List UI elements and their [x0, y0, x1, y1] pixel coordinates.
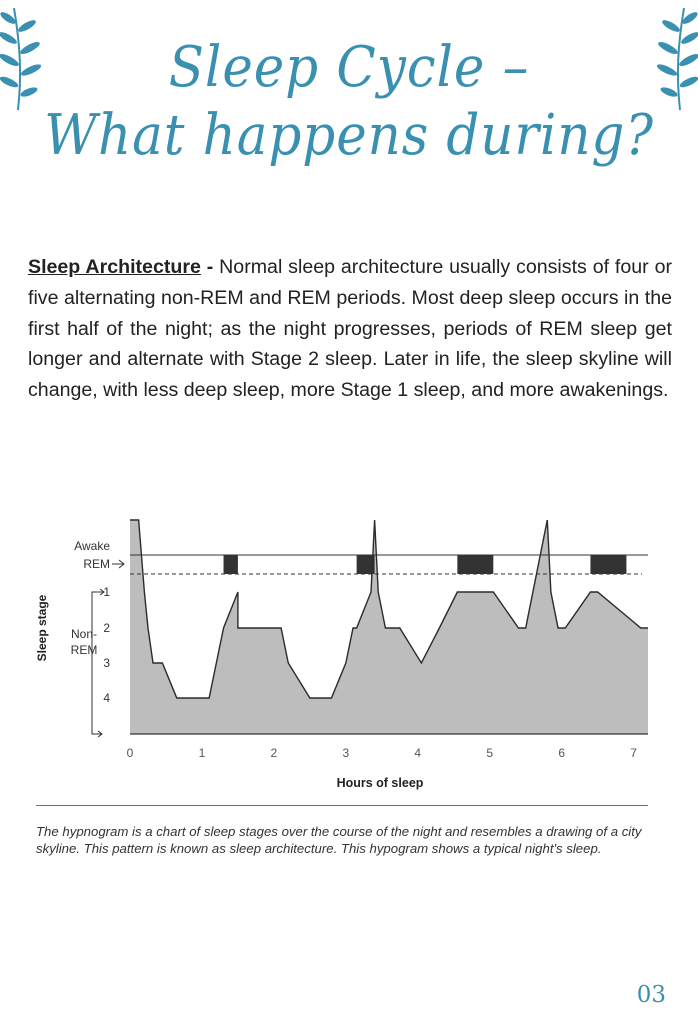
y-tick-label: 3 — [103, 656, 110, 670]
x-tick-label: 7 — [630, 746, 637, 760]
x-tick-label: 5 — [486, 746, 494, 760]
rem-arrow-icon — [112, 560, 124, 568]
y-tick-label: REM — [83, 557, 110, 571]
non-rem-label: REM — [70, 643, 98, 657]
x-tick-label: 0 — [126, 746, 134, 760]
hypnogram-chart — [30, 508, 650, 798]
x-axis-title: Hours of sleep — [336, 776, 424, 790]
y-tick-label: Awake — [74, 539, 110, 553]
y-tick-label: 4 — [103, 691, 110, 705]
x-tick-label: 1 — [198, 746, 206, 760]
page-title-line-1: Sleep Cycle – — [168, 35, 530, 100]
rem-period-bar — [590, 555, 626, 574]
non-rem-label: Non- — [70, 627, 98, 641]
y-tick-label: 1 — [103, 585, 110, 599]
x-tick-label: 2 — [270, 746, 278, 760]
x-tick-label: 4 — [414, 746, 422, 760]
intro-paragraph — [28, 252, 672, 406]
figure-caption: The hypnogram is a chart of sleep stages over the course of the night and resembles a drawing of a city skyline. This pattern is known as sleep architecture. This hypogram shows a typical night's sleep. — [36, 824, 642, 857]
hypnogram-area — [130, 520, 648, 734]
x-tick-label: 6 — [558, 746, 566, 760]
paragraph-body: Normal sleep architecture usually consists of four or five alternating non-REM and REM periods. Most deep sleep occurs in the first half of the night; as the night progresses, periods of REM sleep get longer and alternate with Stage 2 sleep. Later in life, the sleep skyline will change, with less deep sleep, more Stage 1 sleep, and more awakenings. — [28, 256, 672, 402]
caption-divider — [36, 805, 648, 806]
x-tick-label: 3 — [342, 746, 350, 760]
page-number: 03 — [636, 982, 666, 1008]
rem-period-bar — [224, 555, 238, 574]
paragraph-dash: - — [200, 256, 220, 278]
non-rem-bracket — [92, 592, 104, 734]
page-title-line-2: What happens during? — [44, 103, 654, 168]
y-tick-label: 2 — [103, 621, 110, 635]
paragraph-heading: Sleep Architecture — [28, 256, 201, 278]
y-axis-title: Sleep stage — [35, 594, 49, 662]
rem-period-bar — [457, 555, 493, 574]
